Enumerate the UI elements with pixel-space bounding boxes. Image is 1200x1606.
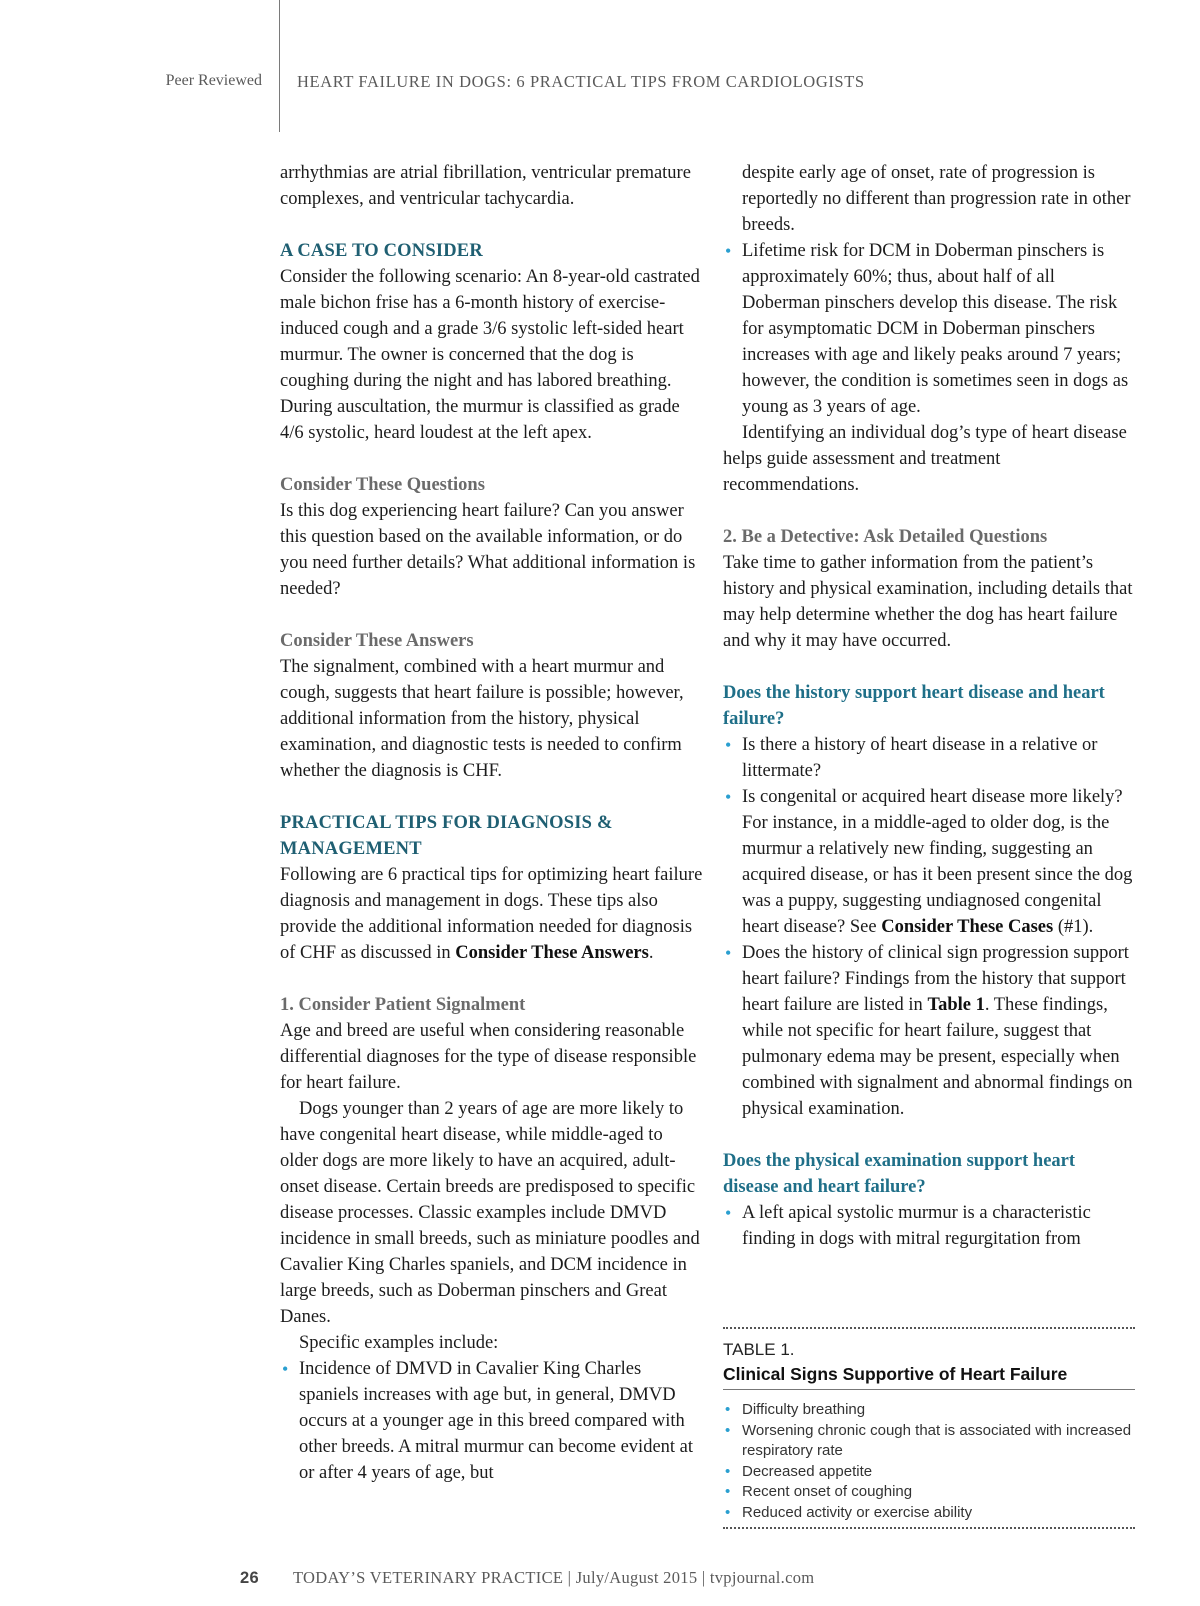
list-item: • A left apical systolic murmur is a characteristic finding in dogs with mitral regurgitation from xyxy=(723,1200,1135,1252)
bullet-icon: • xyxy=(725,1483,731,1500)
list-item: despite early age of onset, rate of progression is reportedly no different than progression rate in other breeds. xyxy=(742,163,1131,235)
tip2-paragraph: Take time to gather information from the patient’s history and physical examination, including details that may help determine whether the dog has heart failure and why it may have occurred. xyxy=(723,553,1133,651)
table-title-rule xyxy=(723,1389,1135,1390)
tip1-paragraph-3: Specific examples include: xyxy=(299,1333,499,1353)
bullet-icon: • xyxy=(282,1359,289,1379)
table-bottom-rule xyxy=(723,1527,1135,1529)
page-number: 26 xyxy=(240,1569,259,1587)
history-question-heading: Does the history support heart disease and heart failure? xyxy=(723,683,1105,729)
list-item: • Decreased appetite xyxy=(723,1462,1135,1483)
tips-paragraph: Following are 6 practical tips for optimizing heart failure diagnosis and management in dogs. These tips also provide the additional information needed for diagnosis of CHF as discussed in Consider These Answers. xyxy=(280,865,703,963)
bullet-icon: • xyxy=(725,1462,731,1480)
table-top-rule xyxy=(723,1327,1135,1329)
bullet-icon: • xyxy=(725,241,732,261)
intro-paragraph: arrhythmias are atrial fibrillation, ventricular premature complexes, and ventricular tachycardia. xyxy=(280,163,691,209)
bullet-icon: • xyxy=(725,1503,731,1521)
peer-reviewed-label: Peer Reviewed xyxy=(165,72,262,89)
tip1-paragraph-2: Dogs younger than 2 years of age are more likely to have congenital heart disease, while middle-aged to older dogs are more likely to have an acquired, adult-onset disease. Certain breeds are predisposed to specific disease processes. Classic examples include DMVD incidence in small breeds, such as miniature poodles and Cavalier King Charles spaniels, and DCM incidence in large breeds, such as Doberman pinschers and Great Danes. xyxy=(280,1099,700,1327)
footer-text: TODAY’S VETERINARY PRACTICE | July/August 2015 | tvpjournal.com xyxy=(292,1568,815,1587)
table-1 xyxy=(723,1327,1135,1529)
bullet-icon: • xyxy=(725,735,732,755)
tip1-paragraph-1: Age and breed are useful when considering reasonable differential diagnoses for the type of disease responsible for heart failure. xyxy=(280,1021,697,1093)
list-item: • Does the history of clinical sign progression support heart failure? Findings from the history that support heart failure are listed in Table 1. These findings, while not specific for heart failure, suggest that pulmonary edema may be present, especially when combined with signalment and abnormal findings on physical examination. xyxy=(723,940,1135,1122)
table-title: Clinical Signs Supportive of Heart Failure xyxy=(723,1364,1068,1384)
left-column xyxy=(280,160,705,1486)
list-item: • Lifetime risk for DCM in Doberman pinschers is approximately 60%; thus, about half of all Doberman pinschers develop this disease. The risk for asymptomatic DCM in Doberman pinschers increases with age and likely peaks around 7 years; however, the condition is sometimes seen in dogs as young as 3 years of age. xyxy=(723,238,1135,420)
breed-examples-list xyxy=(280,1356,705,1486)
bullet-icon: • xyxy=(725,1203,732,1223)
bullet-icon: • xyxy=(725,1401,731,1418)
table-signs-list xyxy=(723,1400,1135,1523)
answers-heading: Consider These Answers xyxy=(280,631,474,651)
list-item: • Difficulty breathing xyxy=(723,1400,1135,1421)
list-item: • Recent onset of coughing xyxy=(723,1482,1135,1503)
table1-ref: Table 1 xyxy=(927,995,985,1015)
questions-heading: Consider These Questions xyxy=(280,475,485,495)
history-list xyxy=(723,732,1135,1122)
exam-list xyxy=(723,1200,1135,1252)
bullet-icon: • xyxy=(725,787,732,807)
breed-examples-list-continued xyxy=(723,160,1135,420)
bullet-icon: • xyxy=(725,943,732,963)
identify-paragraph: Identifying an individual dog’s type of heart disease helps guide assessment and treatment recommendations. xyxy=(723,423,1127,495)
bullet-icon: • xyxy=(725,1421,731,1439)
questions-paragraph: Is this dog experiencing heart failure? Can you answer this question based on the available information, or do you need further details? What additional information is needed? xyxy=(280,501,696,599)
consider-answers-ref: Consider These Answers xyxy=(455,943,649,963)
case-heading: A CASE TO CONSIDER xyxy=(280,241,483,261)
list-item: • Incidence of DMVD in Cavalier King Charles spaniels increases with age but, in general, DMVD occurs at a younger age in this breed compared with other breeds. A mitral murmur can become evident at or after 4 years of age, but xyxy=(280,1356,705,1486)
tips-heading: PRACTICAL TIPS FOR DIAGNOSIS & MANAGEMENT xyxy=(280,813,613,859)
case-paragraph: Consider the following scenario: An 8-year-old castrated male bichon frise has a 6-month history of exercise-induced cough and a grade 3/6 systolic left-sided heart murmur. The owner is concerned that the dog is coughing during the night and has labored breathing. During auscultation, the murmur is classified as grade 4/6 systolic, heard loudest at the left apex. xyxy=(280,267,700,443)
exam-question-heading: Does the physical examination support heart disease and heart failure? xyxy=(723,1151,1076,1197)
table-label: TABLE 1. xyxy=(723,1340,795,1359)
list-item: • Is there a history of heart disease in a relative or littermate? xyxy=(723,732,1135,784)
list-item: • Reduced activity or exercise ability xyxy=(723,1503,1135,1524)
tip2-heading: 2. Be a Detective: Ask Detailed Questions xyxy=(723,527,1048,547)
consider-cases-ref: Consider These Cases xyxy=(881,917,1054,937)
running-header-title: HEART FAILURE IN DOGS: 6 PRACTICAL TIPS FROM CARDIOLOGISTS xyxy=(297,72,865,91)
list-item: • Worsening chronic cough that is associated with increased respiratory rate xyxy=(725,1421,1132,1459)
page-footer xyxy=(240,1568,814,1588)
list-item: • Is congenital or acquired heart disease more likely? For instance, in a middle-aged to older dog, is the murmur a relatively new finding, suggesting an acquired disease, or has it been present since the dog was a puppy, suggesting undiagnosed congenital heart disease? See Consider These Cases (#1). xyxy=(723,784,1135,940)
right-column xyxy=(723,160,1135,1252)
tip1-heading: 1. Consider Patient Signalment xyxy=(280,995,526,1015)
header-divider xyxy=(279,0,280,132)
answers-paragraph: The signalment, combined with a heart murmur and cough, suggests that heart failure is possible; however, additional information from the history, physical examination, and diagnostic tests is needed to confirm whether the diagnosis is CHF. xyxy=(280,657,684,781)
